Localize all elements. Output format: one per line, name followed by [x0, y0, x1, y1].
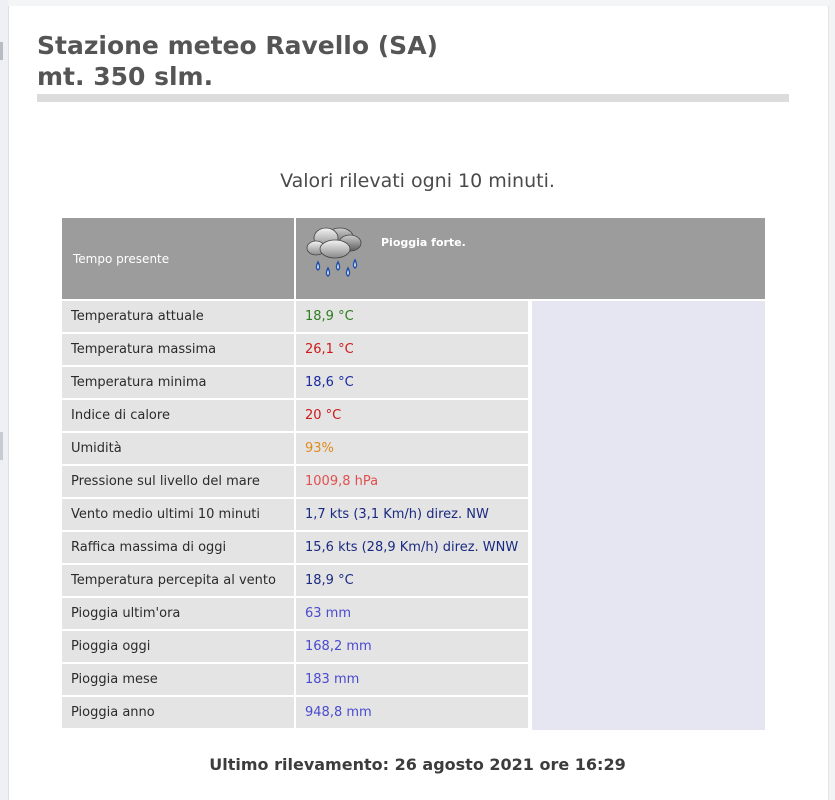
table-row [62, 598, 529, 629]
row-label-cell [62, 433, 294, 466]
side-panel [532, 301, 765, 730]
row-label-cell [62, 367, 294, 400]
row-value-cell [296, 565, 528, 598]
current-weather-row [62, 218, 765, 299]
row-value-cell [296, 466, 528, 499]
update-interval-text: Valori rilevati ogni 10 minuti. [280, 170, 555, 192]
row-label-cell [62, 565, 294, 598]
row-label-cell [62, 466, 294, 499]
row-label: Indice di calore [71, 408, 170, 423]
row-label-cell [62, 334, 294, 367]
table-row [62, 367, 529, 398]
row-label: Pioggia mese [71, 672, 158, 687]
title-divider [37, 94, 789, 102]
row-label: Raffica massima di oggi [71, 540, 227, 555]
row-label-cell [62, 301, 294, 334]
table-row [62, 565, 529, 596]
row-label-cell [62, 631, 294, 664]
table-row [62, 697, 529, 728]
scroll-marker [0, 432, 3, 460]
row-value: 18,9 °C [305, 309, 354, 324]
row-value-cell [296, 301, 528, 334]
current-weather-label-cell [62, 218, 296, 299]
heavy-rain-icon [306, 222, 364, 282]
window-frame-right [828, 0, 835, 800]
row-label: Vento medio ultimi 10 minuti [71, 507, 261, 522]
row-value: 1009,8 hPa [305, 474, 379, 489]
row-label: Pioggia oggi [71, 639, 151, 654]
table-row [62, 466, 529, 497]
table-row [62, 499, 529, 530]
table-row [62, 664, 529, 695]
window-frame-top [8, 0, 829, 6]
row-value: 26,1 °C [305, 342, 354, 357]
row-value-cell [296, 367, 528, 400]
row-label-cell [62, 697, 294, 730]
page-title [37, 30, 438, 92]
row-label: Temperatura attuale [71, 309, 204, 324]
row-value-cell [296, 499, 528, 532]
row-label: Temperatura minima [71, 375, 207, 390]
row-value-cell [296, 631, 528, 664]
row-value-cell [296, 433, 528, 466]
station-altitude: mt. 350 slm. [37, 62, 214, 91]
row-value: 18,6 °C [305, 375, 354, 390]
table-row [62, 631, 529, 662]
row-value: 63 mm [305, 606, 352, 621]
row-value-cell [296, 598, 528, 631]
current-weather-description: Pioggia forte. [381, 236, 466, 249]
current-weather-label: Tempo presente [73, 252, 170, 266]
row-value: 168,2 mm [305, 639, 372, 654]
station-name: Stazione meteo Ravello (SA) [37, 31, 438, 60]
row-value-cell [296, 664, 528, 697]
row-label: Pioggia anno [71, 705, 155, 720]
table-row [62, 400, 529, 431]
row-value-cell [296, 532, 528, 565]
row-label-cell [62, 664, 294, 697]
row-label: Pressione sul livello del mare [71, 474, 260, 489]
scroll-marker [0, 42, 3, 60]
last-update-text: Ultimo rilevamento: 26 agosto 2021 ore 16:29 [209, 755, 626, 774]
row-value: 1,7 kts (3,1 Km/h) direz. NW [305, 507, 489, 522]
table-row [62, 532, 529, 563]
table-row [62, 433, 529, 464]
row-value: 18,9 °C [305, 573, 354, 588]
weather-table [62, 218, 765, 730]
row-value-cell [296, 400, 528, 433]
row-value: 93% [305, 441, 334, 456]
row-label: Temperatura percepita al vento [71, 573, 276, 588]
row-value: 183 mm [305, 672, 360, 687]
row-label: Temperatura massima [71, 342, 217, 357]
table-row [62, 334, 529, 365]
row-label-cell [62, 499, 294, 532]
row-value: 15,6 kts (28,9 Km/h) direz. WNW [305, 540, 519, 555]
row-label-cell [62, 400, 294, 433]
table-row [62, 301, 529, 332]
row-label: Umidità [71, 441, 122, 456]
row-label: Pioggia ultim'ora [71, 606, 181, 621]
row-label-cell [62, 532, 294, 565]
window-frame-left [0, 0, 9, 800]
row-value-cell [296, 334, 528, 367]
row-value-cell [296, 697, 528, 730]
row-label-cell [62, 598, 294, 631]
row-value: 948,8 mm [305, 705, 372, 720]
current-weather-value-cell [296, 218, 765, 299]
row-value: 20 °C [305, 408, 342, 423]
